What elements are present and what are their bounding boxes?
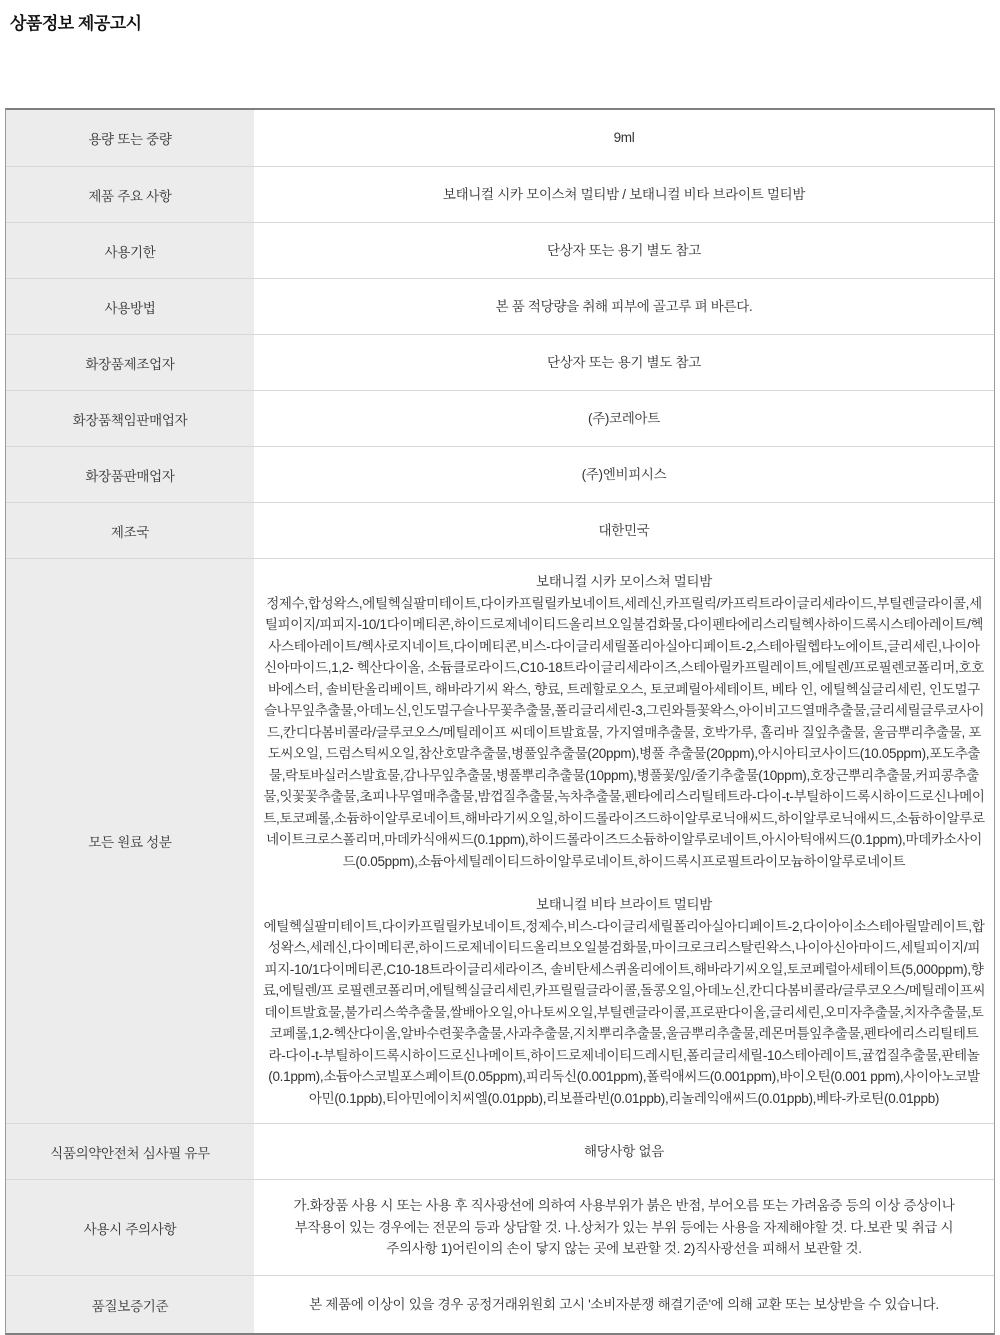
table-row-manufacturer bbox=[6, 334, 994, 390]
table-row-country-of-origin bbox=[6, 502, 994, 558]
row-label: 제조국 bbox=[6, 503, 254, 558]
row-value: 본 제품에 이상이 있을 경우 공정거래위원회 고시 '소비자분쟁 해결기준'에 의해 교환 또는 보상받을 수 있습니다. bbox=[309, 1296, 939, 1312]
row-label: 제품 주요 사항 bbox=[6, 167, 254, 222]
row-label: 화장품책임판매업자 bbox=[6, 391, 254, 446]
row-value: (주)엔비피시스 bbox=[581, 466, 667, 482]
table-row-volume bbox=[6, 110, 994, 166]
ingredients-cell bbox=[254, 559, 994, 1123]
table-row-precautions bbox=[6, 1179, 994, 1275]
row-value: 해당사항 없음 bbox=[584, 1143, 664, 1159]
product-ingredients: 에틸헥실팔미테이트,다이카프릴릴카보네이트,정제수,비스-다이글리세릴폴리아실아디페이트-2,다이아이소스테아릴말레이트,합성왁스,세레신,다이메티콘,하이드로제네이티드올리브오일불검화물,마이크로크리스탈린왁스,나이아신아마이드,세틸피이지/피피지-10/1다이메티콘,C10-18트라이글리세라이즈, 솔비탄세스퀴올리에이트,해바라기씨오일,토코페럴아세테이트(5,000ppm),향료,에틸렌/프 로필렌코폴리머,에틸헥실글리세린,카프릴릴글라이콜,돌콩오일,아데노신,칸디다봄비콜라/글루코오스/메틸레이프씨데이트발효물,불가리스쑥추출물,쌀배아오일,아나토씨오일,부틸렌글라이콜,프로판다이올,글리세린,오미자추출물,치자추출물,토코페롤,1,2-헥산다이올,알바수련꽃추출물,사과추출물,지치뿌리추출물,울금뿌리추출물,레몬머틀잎추출물,펜타에리스리틸테트라-다이-t-부틸하이드록시하이드로신나메이트,하이드로제네이티드레시틴,폴리글리세릴-10스테아레이트,귤껍질추출물,판테놀(0.1ppm),소듐아스코빌포스페이트(0.05ppm),피리독신(0.001ppm),폴릭애씨드(0.001ppm),바이오틴(0.001 ppm),사이아노코발아민(0.1ppb),티아민에이치씨엘(0.01ppb),리보플라빈(0.01ppb),리놀레익애씨드(0.01ppb),베타-카로틴(0.01ppb) bbox=[262, 918, 986, 1106]
table-row-mfds-review bbox=[6, 1123, 994, 1179]
row-label: 사용방법 bbox=[6, 279, 254, 334]
row-value: 단상자 또는 용기 별도 참고 bbox=[547, 354, 701, 370]
table-row-seller bbox=[6, 446, 994, 502]
row-label: 화장품제조업자 bbox=[6, 335, 254, 390]
row-label: 사용시 주의사항 bbox=[6, 1180, 254, 1275]
product-ingredients: 정제수,합성왁스,에틸헥실팔미테이트,다이카프릴릴카보네이트,세레신,카프릴릭/카프릭트라이글리세라이드,부틸렌글라이콜,세틸피이지/피피지-10/1다이메티콘,하이드로제네이티드올리브오일불검화물,다이펜타에리스리틸헥사하이드록시스테아레이트/헥사스테아레이트/헥사로지네이트,다이메티콘,비스-다이글리세릴폴리아실아디페이트-2,스테아릴헵타노에이트,글리세린,나이아신아마이드,1,2- 헥산다이올, 소듐클로라이드,C10-18트라이글리세라이즈,스테아릴카프릴레이트,에틸렌/프로필렌코폴리머,호호바에스터, 솔비탄올리베이트, 해바라기씨 왁스, 향료, 트레할로오스, 토코페릴아세테이트, 베타 인, 에틸헥실글리세린, 인도멀구슬나무잎추출물,아데노신,인도멀구슬나무꽃추출물,폴리글리세린-3,그린와틀꽃왁스,아이비고드열매추출물,글리세릴글루코사이드,칸디다봄비콜라/글루코오스/메틸레이프 씨데이트발효물, 가지열매추출물, 호박가루, 홀리바 질잎추출물, 울금뿌리추출물, 포도씨오일, 드럼스틱씨오일,참산호말추출물,병풀잎추출물(20ppm),병풀 추출물(20ppm),아시아티코사이드(10.05ppm),포도추출물,락토바실러스발효물,감나무잎추출물,병풀뿌리추출물(10ppm),병풀꽃/잎/줄기추출물(10ppm),호장근뿌리추출물,커피콩추출물,잇꽃꽃추출물,초피나무열매추출물,밤껍질추출물,녹차추출물,펜타에리스리틸테트라-다이-t-부틸하이드록시하이드로신나메이트,토코페롤,소듐하이알루로네이트,해바라기씨오일,하이드롤라이즈드하이알루로닉애씨드,하이알루로닉애씨드,소듐하이알루로네이트크로스폴리머,마데카식애씨드(0.1ppm),하이드롤라이즈드소듐하이알루로네이트,아시아틱애씨드(0.1ppm),마데카소사이드(0.05ppm),소듐아세틸레이티드하이알루로네이트,하이드록시프로필트라이모늄하이알루로네이트 bbox=[263, 595, 985, 869]
row-value: 대한민국 bbox=[598, 522, 650, 538]
table-row-responsible-seller bbox=[6, 390, 994, 446]
ingredients-section-cica bbox=[262, 571, 986, 872]
row-value: 9ml bbox=[613, 130, 635, 146]
row-label: 사용기한 bbox=[6, 223, 254, 278]
row-label: 품질보증기준 bbox=[6, 1276, 254, 1333]
row-value: 본 품 적당량을 취해 피부에 골고루 펴 바른다. bbox=[495, 298, 753, 314]
product-name: 보태니컬 시카 모이스쳐 멀티밤 bbox=[536, 574, 712, 589]
product-info-table bbox=[5, 108, 995, 1335]
row-label: 용량 또는 중량 bbox=[6, 110, 254, 166]
row-value: 보태니컬 시카 모이스쳐 멀티밤 / 보태니컬 비타 브라이트 멀티밤 bbox=[442, 186, 806, 202]
ingredients-section-vita bbox=[262, 894, 986, 1109]
table-row-usage bbox=[6, 278, 994, 334]
table-row-expiration bbox=[6, 222, 994, 278]
row-value: (주)코레아트 bbox=[587, 410, 661, 426]
table-row-quality-guarantee bbox=[6, 1275, 994, 1333]
row-value: 단상자 또는 용기 별도 참고 bbox=[547, 242, 701, 258]
table-row-ingredients bbox=[6, 558, 994, 1123]
row-label: 모든 원료 성분 bbox=[6, 559, 254, 1123]
row-value: 가.화장품 사용 시 또는 사용 후 직사광선에 의하여 사용부위가 붉은 반점, 부어오름 또는 가려움증 등의 이상 증상이나 부작용이 있는 경우에는 전문의 등과 상담할 것. 나.상처가 있는 부위 등에는 사용을 자제해야할 것. 다.보관 및 취급 시 주의사항 1)어린이의 손이 닿지 않는 곳에 보관할 것. 2)직사광선을 피해서 보관할 것. bbox=[293, 1198, 955, 1257]
table-row-product-main bbox=[6, 166, 994, 222]
row-label: 화장품판매업자 bbox=[6, 447, 254, 502]
product-name: 보태니컬 비타 브라이트 멀티밤 bbox=[536, 897, 712, 912]
row-label: 식품의약안전처 심사필 유무 bbox=[6, 1124, 254, 1179]
page-title: 상품정보 제공고시 bbox=[10, 14, 142, 33]
